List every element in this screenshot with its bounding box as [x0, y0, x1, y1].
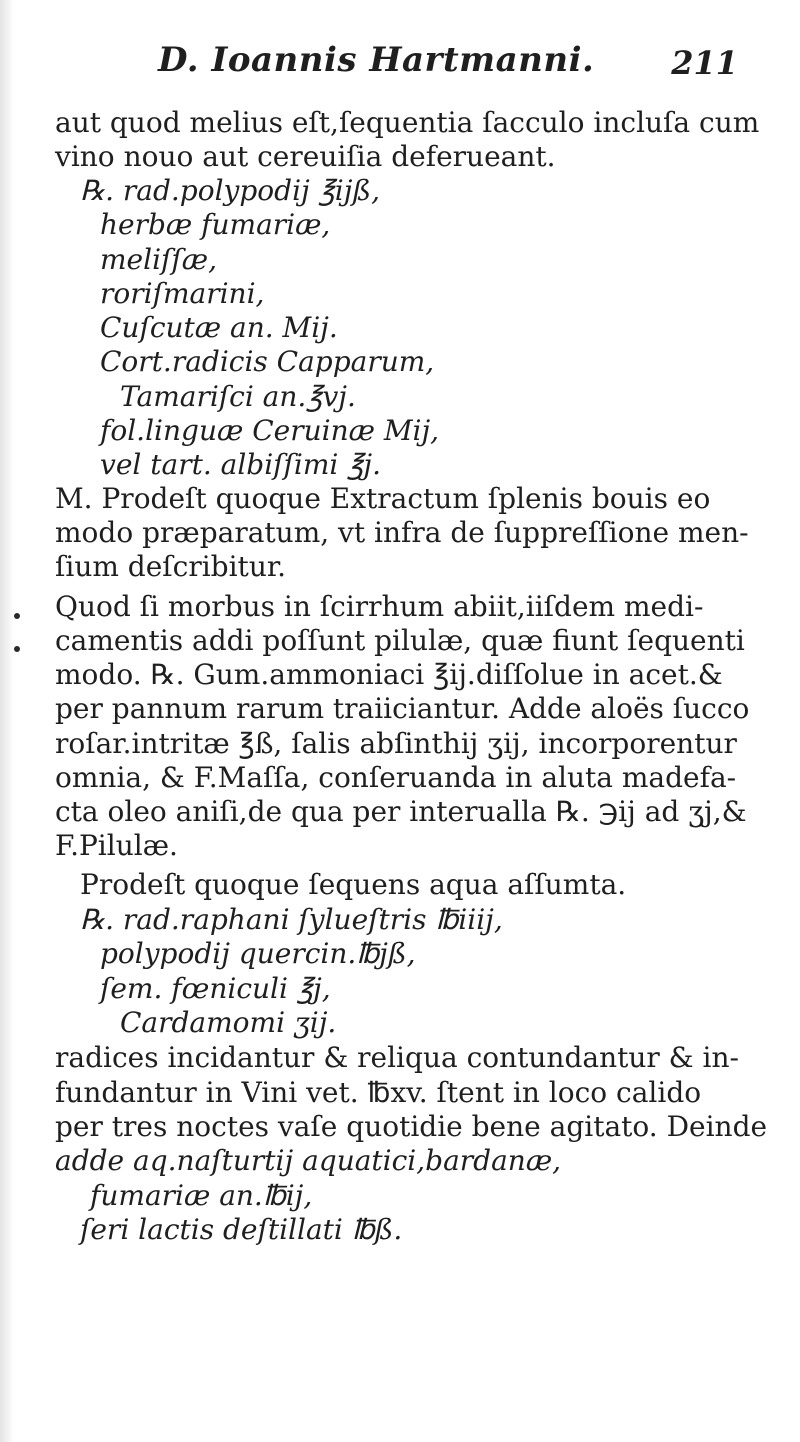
recipe-line: Cuſcutæ an. Mij.	[100, 311, 338, 344]
text-line: per tres noctes vaſe quotidie bene agitato. Deinde	[55, 1110, 768, 1143]
text-line: modo præparatum, vt infra de ſuppreſſione men-	[55, 516, 749, 549]
recipe-line: fol.linguæ Ceruinæ Mij,	[100, 414, 440, 447]
margin-dot	[14, 646, 20, 652]
text-line: fundantur in Vini vet. ℔xv. ſtent in loco calido	[55, 1076, 702, 1109]
text-line: per pannum rarum traiiciantur. Adde aloës ſucco	[55, 692, 750, 725]
text-line: roſar.intritæ ℥ß, ſalis abſinthij ʒij, incorporentur	[55, 727, 737, 760]
recipe-line: Tamariſci an.℥vj.	[120, 380, 356, 413]
recipe-line: meliſſæ,	[100, 243, 217, 276]
recipe-line: adde aq.naſturtij aquatici,bardanæ,	[55, 1144, 562, 1177]
text-line: modo. ℞. Gum.ammoniaci ℥ij.diſſolue in acet.&	[55, 658, 723, 691]
text-line: M. Prodeſt quoque Extractum ſplenis bouis eo	[55, 482, 711, 515]
text-line: Quod ſi morbus in ſcirrhum abiit,iiſdem medi-	[55, 590, 704, 623]
text-line: cta oleo aniſi,de qua per interualla ℞. ℈ij ad ʒj,&	[55, 795, 747, 828]
recipe-line: ℞. rad.raphani ſylueſtris ℔iiij,	[80, 903, 503, 936]
text-line: aut quod melius eſt,ſequentia ſacculo incluſa cum	[55, 106, 760, 139]
text-line: Prodeſt quoque ſequens aqua aſſumta.	[80, 868, 627, 901]
text-line: ſium deſcribitur.	[55, 550, 287, 583]
running-title: D. Ioannis Hartmanni.	[158, 40, 595, 80]
text-line: camentis addi poſſunt pilulæ, quæ fiunt ſequenti	[55, 624, 745, 657]
text-line: F.Pilulæ.	[55, 829, 178, 862]
recipe-line: Cort.radicis Capparum,	[100, 345, 435, 378]
text-line: radices incidantur & reliqua contundantur & in-	[55, 1041, 739, 1074]
page-number: 211	[671, 44, 738, 82]
recipe-line: ℞. rad.polypodij ℥ijß,	[80, 174, 381, 207]
recipe-line: polypodij quercin.℔jß,	[100, 937, 416, 970]
recipe-line: fumariæ an.℔ij,	[90, 1179, 313, 1212]
running-head	[80, 40, 760, 90]
recipe-line: vel tart. albiſſimi ℥j.	[100, 448, 381, 481]
recipe-line: Cardamomi ʒij.	[120, 1006, 337, 1039]
recipe-line: roriſmarini,	[100, 277, 265, 310]
text-line: omnia, & F.Maſſa, conſeruanda in aluta madefa-	[55, 761, 737, 794]
text-line: vino nouo aut cereuiſia deferueant.	[55, 140, 556, 173]
recipe-line: ſeri lactis deſtillati ℔ß.	[80, 1213, 403, 1246]
recipe-line: herbæ fumariæ,	[100, 208, 331, 241]
margin-dot	[14, 613, 20, 619]
recipe-line: ſem. fœniculi ℥j,	[100, 972, 331, 1005]
